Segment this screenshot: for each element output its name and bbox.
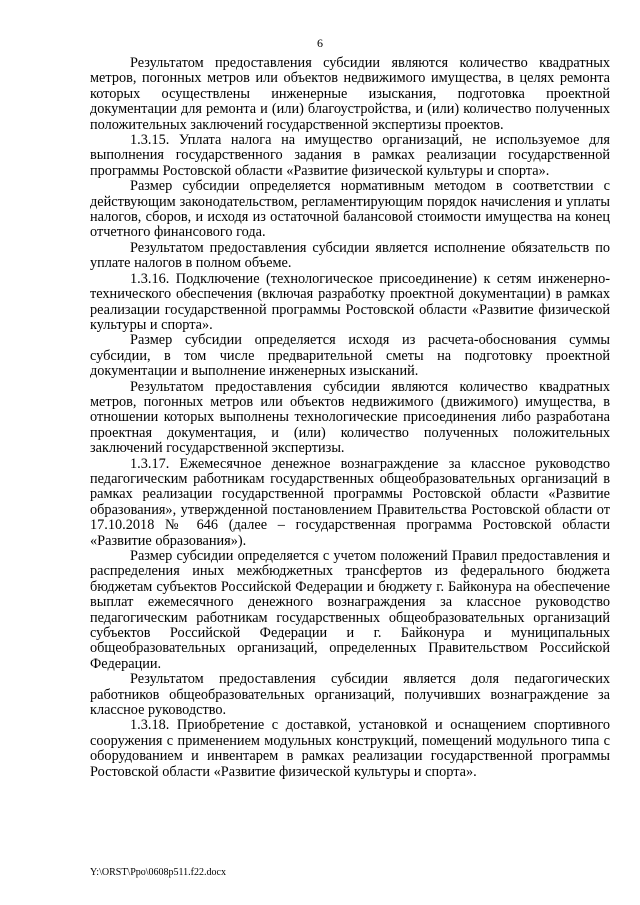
- paragraph-1-3-15-result: Результатом предоставления субсидии является исполнение обязательств по уплате налогов в полном объеме.: [90, 239, 610, 272]
- paragraph-1-3-16-result: Результатом предоставления субсидии являются количество квадратных метров, погонных метров или объектов недвижимого (движимого) имущества, в отношении которых выполнены технологические присоединения либо разработана проектная документация, и (или) количество полученных положительных заключений государственной экспертизы.: [90, 378, 610, 457]
- paragraph-result-repair-survey: Результатом предоставления субсидии являются количество квадратных метров, погонных метров или объектов недвижимого имущества, в целях ремонта которых осуществлены инженерные изыскания, подготовка проектной документации для ремонта и (или) благоустройства, и (или) количество полученных положительных заключений государственной экспертизы проектов.: [90, 55, 610, 133]
- paragraph-1-3-17-result: Результатом предоставления субсидии является доля педагогических работников общеобразовательных организаций, получивших вознаграждение за классное руководство.: [90, 671, 610, 719]
- paragraph-1-3-17-heading: 1.3.17. Ежемесячное денежное вознаграждение за классное руководство педагогическим работникам государственных общеобразовательных организаций в рамках реализации государственной программы Ростовской области «Развитие образования», утвержденной постановлением Правительства Ростовской области от 17.10.2018 № 646 (далее – государственная программа Ростовской области «Развитие образования»).: [90, 455, 610, 549]
- paragraph-1-3-16-size: Размер субсидии определяется исходя из расчета-обоснования суммы субсидии, в том числе предварительной сметы на подготовку проектной документации и выполнение инженерных изысканий.: [90, 332, 610, 380]
- page-number: 6: [317, 36, 323, 50]
- footer-file-path: Y:\ORST\Ppo\0608p511.f22.docx: [90, 867, 226, 878]
- paragraph-1-3-18-heading: 1.3.18. Приобретение с доставкой, установкой и оснащением спортивного сооружения с применением модульных конструкций, помещений модульного типа с оборудованием и инвентарем в рамках реализации государственной программы Ростовской области «Развитие физической культуры и спорта».: [90, 717, 610, 780]
- document-body: [90, 56, 610, 780]
- paragraph-1-3-15-heading: 1.3.15. Уплата налога на имущество организаций, не используемое для выполнения государственного задания в рамках реализации государственной программы Ростовской области «Развитие физической культуры и спорта».: [90, 132, 610, 179]
- paragraph-1-3-15-size: Размер субсидии определяется нормативным методом в соответствии с действующим законодательством, регламентирующим порядок начисления и уплаты налогов, сборов, и исходя из остаточной балансовой стоимости имущества на конец отчетного финансового года.: [90, 178, 610, 241]
- paragraph-1-3-16-heading: 1.3.16. Подключение (технологическое присоединение) к сетям инженерно-технического обеспечения (включая разработку проектной документации) в рамках реализации государственной программы Ростовской области «Развитие физической культуры и спорта».: [90, 270, 610, 333]
- paragraph-1-3-17-size: Размер субсидии определяется с учетом положений Правил предоставления и распределения иных межбюджетных трансфертов из федерального бюджета бюджетам субъектов Российской Федерации и бюджету г. Байконура на обеспечение выплат ежемесячного денежного вознаграждения за классное руководство педагогическим работникам государственных общеобразовательных организаций субъектов Российской Федерации и г. Байконура и муниципальных общеобразовательных организаций, определенных Правительством Российской Федерации.: [90, 548, 610, 672]
